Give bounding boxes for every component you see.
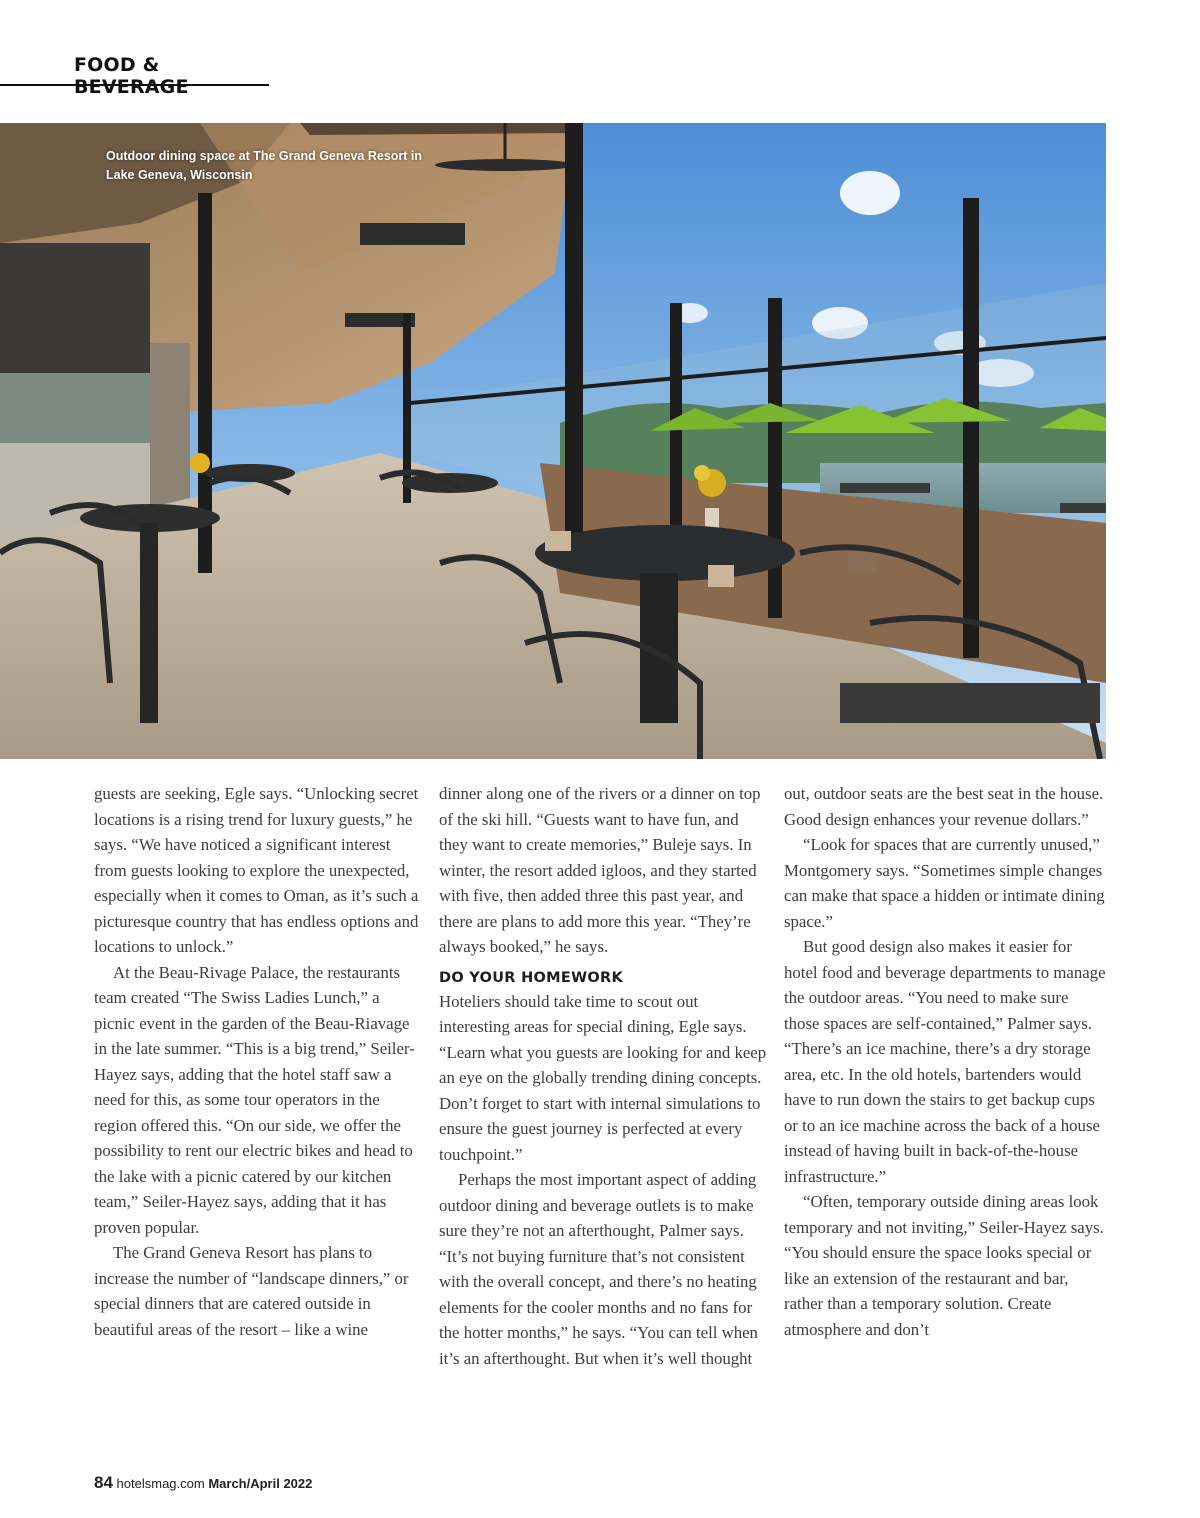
section-title: FOOD & BEVERAGE [74, 54, 189, 98]
restaurant-terrace-illustration [0, 123, 1106, 759]
paragraph: But good design also makes it easier for hotel food and beverage departments to manage the outdoor areas. “You need to make sure those spaces are self-contained,” Palmer says. “There’s an ice machine, there’s a dry storage area, etc. In the old hotels, bartenders would have to run down the stairs to get backup cups or to an ice machine across the back of a house instead of having built in back-of-the-house infrastructure.” [784, 937, 1106, 1186]
paragraph: guests are seeking, Egle says. “Unlocking secret locations is a rising trend for luxury guests,” he says. “We have noticed a significant interest from guests looking to explore the unexpected, especially when it comes to Oman, as it’s such a picturesque country that has endless options and locations to unlock.” [94, 784, 419, 956]
footer-issue: March/April 2022 [208, 1476, 313, 1491]
paragraph: dinner along one of the rivers or a dinner on top of the ski hill. “Guests want to have fun, and they want to create memories,” Buleje says. In winter, the resort added igloos, and they started with five, then added three this past year, and there are plans to add more this year. “They’re always booked,” he says. [439, 784, 761, 956]
page-number: 84 [94, 1473, 113, 1492]
subheading: DO YOUR HOMEWORK [439, 969, 624, 986]
footer-site: hotelsmag.com [116, 1476, 205, 1491]
paragraph: “Often, temporary outside dining areas look temporary and not inviting,” Seiler-Hayez says. “You should ensure the space looks special or like an extension of the restaurant and bar, rather than a temporary solution. Create atmosphere and don’t [784, 1192, 1104, 1339]
page-footer [94, 1473, 312, 1493]
column-3 [784, 781, 1108, 1342]
column-2 [439, 781, 767, 1371]
paragraph: Hoteliers should take time to scout out interesting areas for special dining, Egle says. “Learn what you guests are looking for and keep an eye on the globally trending dining concepts. Don’t forget to start with internal simulations to ensure the guest journey is perfected at every touchpoint.” [439, 991, 767, 1164]
paragraph: The Grand Geneva Resort has plans to increase the number of “landscape dinners,” or special dinners that are catered outside in beautiful areas of the resort – like a wine [94, 1243, 409, 1339]
paragraph: At the Beau-Rivage Palace, the restaurants team created “The Swiss Ladies Lunch,” a picnic event in the garden of the Beau-Riavage in the late summer. “This is a big trend,” Seiler-Hayez says, adding that the hotel staff saw a need for this, as some tour operators in the region offered this. “On our side, we offer the possibility to rent our electric bikes and head to the lake with a picnic catered by our kitchen team,” Seiler-Hayez says, adding that it has proven popular. [94, 962, 415, 1237]
paragraph: “Look for spaces that are currently unused,” Montgomery says. “Sometimes simple changes can make that space a hidden or intimate dining space.” [784, 835, 1105, 931]
paragraph: out, outdoor seats are the best seat in the house. Good design enhances your revenue dollars.” [784, 784, 1104, 829]
paragraph: Perhaps the most important aspect of adding outdoor dining and beverage outlets is to make sure they’re not an afterthought, Palmer says. “It’s not buying furniture that’s not consistent with the overall concept, and there’s no heating elements for the cooler months and no fans for the hotter months,” he says. “You can tell when it’s an afterthought. But when it’s well thought [439, 1170, 758, 1368]
feature-photo [0, 123, 1106, 759]
column-1 [94, 781, 422, 1342]
section-header [0, 54, 269, 98]
photo-caption: Outdoor dining space at The Grand Geneva Resort in Lake Geneva, Wisconsin [106, 149, 423, 182]
